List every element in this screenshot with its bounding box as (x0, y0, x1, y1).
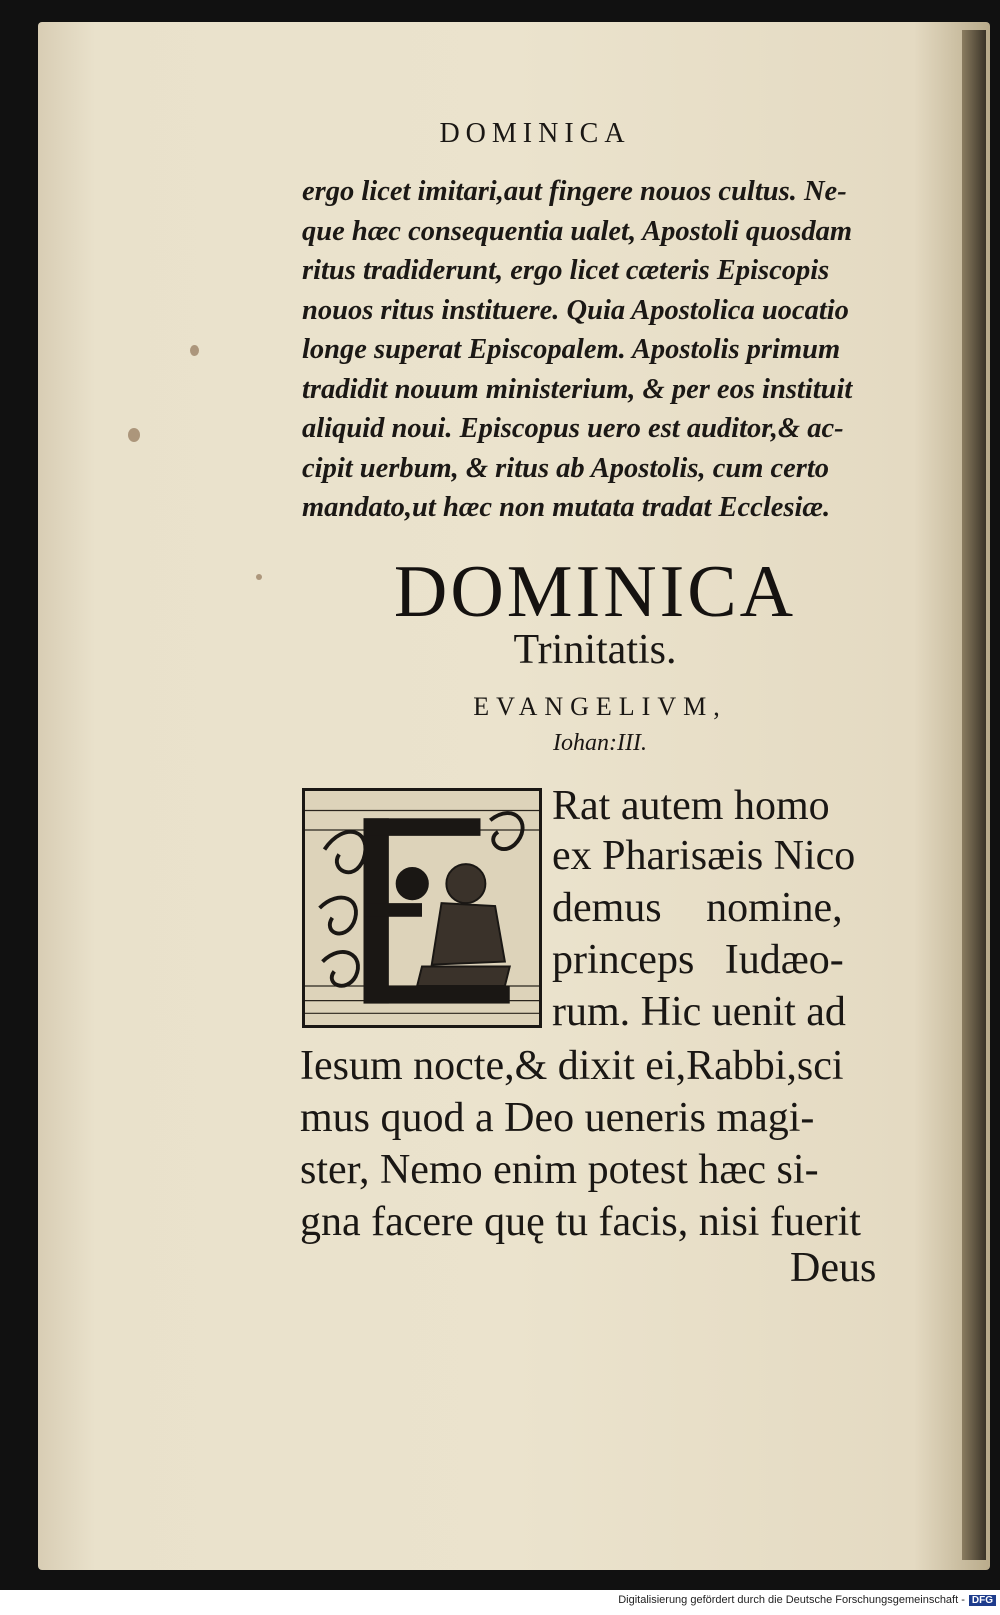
text-line: tradidit nouum ministerium, & per eos instituit (302, 373, 853, 405)
credit-text: Digitalisierung gefördert durch die Deutsche Forschungsgemeinschaft - (618, 1594, 965, 1606)
gospel-heading: EVANGELIVM, (473, 692, 727, 721)
italic-text-block (302, 172, 892, 528)
text-line: princeps Iudæo- (552, 937, 844, 983)
section-title: DOMINICA (393, 551, 797, 633)
text-line: gna facere quę tu facis, nisi fuerit (300, 1199, 861, 1245)
text-line: que hæc consequentia ualet, Apostoli quosdam (302, 215, 853, 247)
ink-spot (190, 345, 199, 356)
text-line: ster, Nemo enim potest hæc si- (300, 1147, 819, 1193)
text-line: aliquid noui. Episcopus uero est auditor,& ac- (302, 413, 844, 444)
scripture-reference: Iohan:III. (553, 730, 647, 756)
text-line: ritus tradiderunt, ergo licet cæteris Episcopis (302, 255, 830, 286)
digitization-credit (0, 1594, 996, 1606)
section-subtitle: Trinitatis. (513, 627, 677, 673)
text-line: demus nomine, (552, 885, 843, 931)
ink-spot (128, 428, 140, 442)
text-line: ex Pharisæis Nico (552, 833, 856, 879)
text-line: Rat autem homo (552, 783, 830, 829)
text-line: Iesum nocte,& dixit ei,Rabbi,sci (300, 1043, 844, 1089)
text-line: rum. Hic uenit ad (552, 989, 846, 1035)
dfg-logo: DFG (969, 1595, 996, 1606)
text-line: mus quod a Deo ueneris magi- (300, 1095, 815, 1141)
text-line: nouos ritus instituere. Quia Apostolica uocatio (302, 294, 849, 326)
running-head: DOMINICA (439, 118, 631, 149)
text-line: longe superat Episcopalem. Apostolis primum (302, 334, 841, 365)
text-line: cipit uerbum, & ritus ab Apostolis, cum certo (302, 452, 830, 484)
page-gutter-edge (962, 30, 986, 1560)
catchword: Deus (790, 1245, 877, 1291)
decorated-initial-E-icon (302, 788, 542, 1028)
text-line: ergo licet imitari,aut fingere nouos cultus. Ne- (302, 176, 847, 207)
text-line: mandato,ut hæc non mutata tradat Ecclesiæ. (302, 492, 831, 523)
ink-spot (256, 574, 262, 580)
